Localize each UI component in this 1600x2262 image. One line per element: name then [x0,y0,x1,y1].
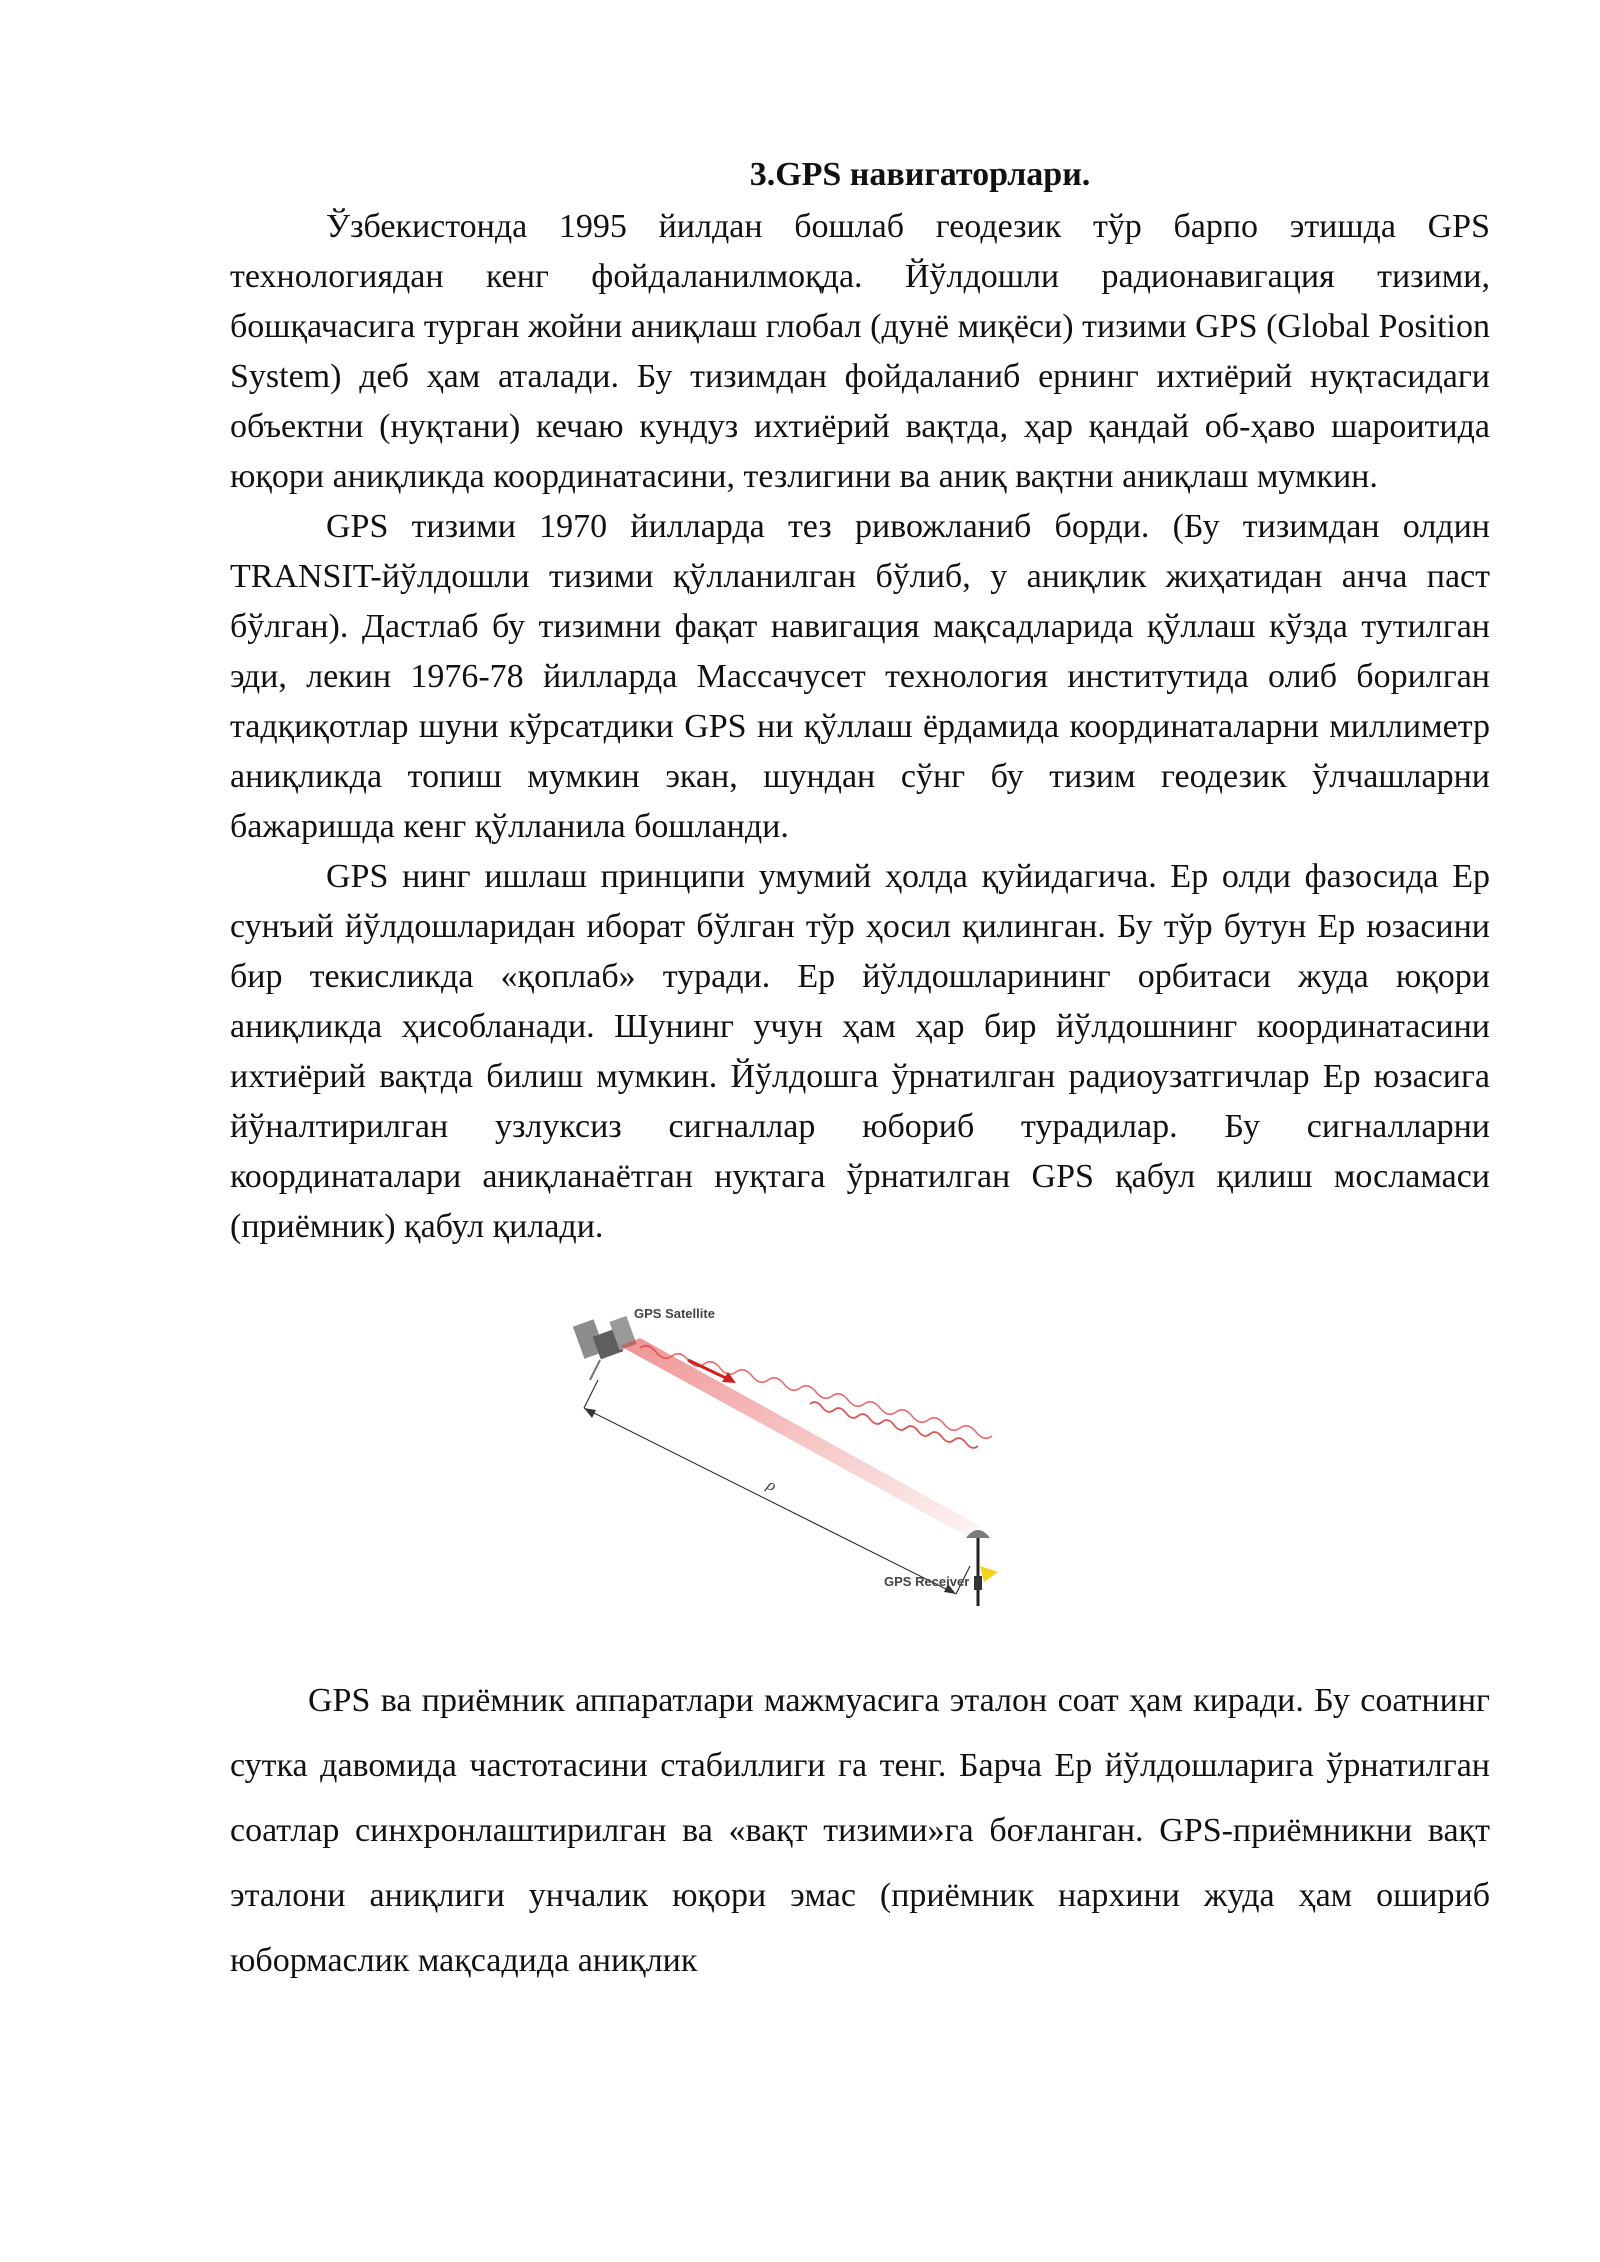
receiver-icon [966,1530,998,1606]
signal-beam [620,1338,980,1538]
distance-symbol: ρ [764,1476,779,1496]
paragraph-principle: GPS нинг ишлаш принципи умумий ҳолда қуйидагича. Ер олди фазосида Ер сунъий йўлдошларидан иборат бўлган тўр ҳосил қилинган. Бу тўр бутун Ер юзасини бир текисликда «қоплаб» туради. Ер йўлдошларининг орбитаси жуда юқори аниқликда ҳисобланади. Шунинг учун ҳам ҳар бир йўлдошнинг координатасини ихтиёрий вақтда билиш мумкин. Йўлдошга ўрнатилган радиоузатгичлар Ер юзасига йўналтирилган узлуксиз сигналлар юбориб турадилар. Бу сигналларни координаталари аниқланаётган нуқтага ўрнатилган GPS қабул қилиш мосламаси (приёмник) қабул қилади. [230,858,1490,1245]
distance-line [584,1380,970,1594]
paragraph-clock: GPS ва приёмник аппаратлари мажмуасига эталон соат ҳам киради. Бу соатнинг сутка давомида частотасини стабиллиги га тенг. Барча Ер йўлдошларига ўрнатилган соатлар синхронлаштирилган ва «вақт тизими»га боғланган. GPS-приёмникни вақт эталони аниқлиги унчалик юқори эмас (приёмник нархини жуда ҳам ошириб юбормаслик мақсадида аниқлик [230,1682,1490,1979]
gps-diagram [560,1276,1080,1646]
satellite-label: GPS Satellite [634,1306,715,1321]
section-title: 3.GPS навигаторлари. [749,156,1091,193]
signal-wave [640,1346,992,1439]
gps-diagram-figure [230,1276,1490,1646]
receiver-label: GPS Receiver [884,1574,970,1589]
document-page [230,150,1490,1993]
paragraph-history: GPS тизими 1970 йилларда тез ривожланиб борди. (Бу тизимдан олдин TRANSIT-йўлдошли тизими қўлланилган бўлиб, у аниқлик жиҳатидан анча паст бўлган). Дастлаб бу тизимни фақат навигация мақсадларида қўллаш кўзда тутилган эди, лекин 1976-78 йилларда Массачусет технология институтида олиб борилган тадқиқотлар шуни кўрсатдики GPS ни қўллаш ёрдамида координаталарни миллиметр аниқликда топиш мумкин экан, шундан сўнг бу тизим геодезик ўлчашларни бажаришда кенг қўлланила бошланди. [230,508,1490,845]
paragraph-intro: Ўзбекистонда 1995 йилдан бошлаб геодезик тўр барпо этишда GPS технологиядан кенг фойдаланилмоқда. Йўлдошли радионавигация тизими, бошқачасига турган жойни аниқлаш глобал (дунё миқёси) тизими GPS (Global Position System) деб ҳам аталади. Бу тизимдан фойдаланиб ернинг ихтиёрий нуқтасидаги объектни (нуқтани) кечаю кундуз ихтиёрий вақтда, ҳар қандай об-ҳаво шароитида юқори аниқликда координатасини, тезлигини ва аниқ вақтни аниқлаш мумкин. [230,208,1490,495]
